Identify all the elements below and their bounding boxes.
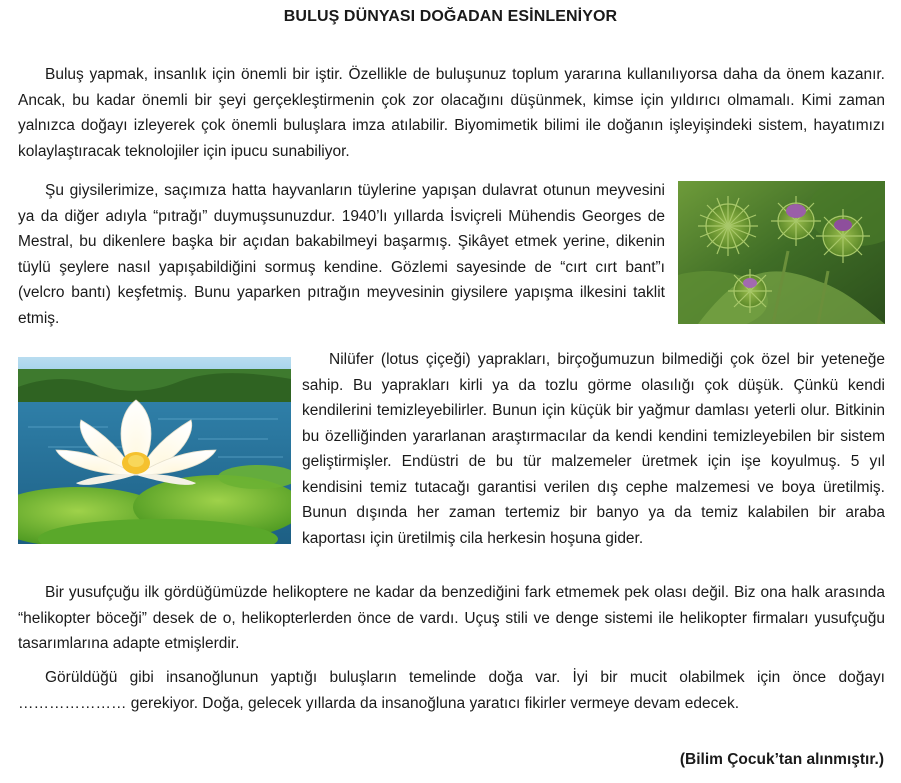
paragraph-burdock: Şu giysilerimize, saçımıza hatta hayvanların tüylerine yapışan dulavrat otunun meyvesini ya da diğer adıyla “pıtrağı” duymuşsunuzdur. 1940’lı yıllarda İsviçreli Mühendis Georges de Mestral, bu dikenlere başka bir açıdan bakabilmeyi başarmış. Şikâyet etmek yerine, dikenin tüylü şeylere nasıl yapışabildiğini sormuş kendine. Gözlemi sayesinde de “cırt cırt bant”ı (velcro bantı) keşfetmiş. Bunu yaparken pıtrağın meyvesinin giysilere yapışma ilkesini taklit etmiş. (18, 182, 665, 327)
source-credit: (Bilim Çocuk’tan alınmıştır.) (679, 751, 884, 768)
paragraph-lotus: Nilüfer (lotus çiçeği) yaprakları, birçoğumuzun bilmediği çok özel bir yeteneğe sahip. Bu yaprakları kirli ya da tozlu görme olasılığı çok düşük. Çünkü kendi kendilerini temizleyebilirler. Bunun için küçük bir yağmur damlası yeterli olur. Bitkinin bu özelliğinden yararlanan araştırmacılar da kendi kendini temizleyebilen bir sistem geliştirmişler. Endüstri de bu tür malzemeler üretmek için işe koyulmuş. 5 yıl kendisini temiz tutacağı garantisi verilen dış cephe malzemesi ve boya üretilmiş. Bunun dışında her zaman tertemiz bir banyo ya da temiz kalabilen bir araba kaportası için üretilmiş cila herkesin hoşuna gider. (302, 351, 885, 547)
burdock-photo (678, 181, 885, 324)
burdock-illustration (678, 181, 885, 324)
page-title: BULUŞ DÜNYASI DOĞADAN ESİNLENİYOR (283, 8, 618, 25)
paragraph-dragonfly: Bir yusufçuğu ilk gördüğümüzde helikoptere ne kadar da benzediğini fark etmemek pek olası değil. Biz ona halk arasında “helikopter böceği” desek de o, helikopterlerden önce de vardı. Uçuş stili ve denge sistemi ile helikopter firmaları yusufçuğu tasarımlarına adapte etmişlerdir. (18, 584, 885, 652)
lotus-illustration (18, 357, 291, 544)
paragraph-intro: Buluş yapmak, insanlık için önemli bir iştir. Özellikle de buluşunuz toplum yararına kullanılıyorsa daha da önem kazanır. Ancak, bu kadar önemli bir şeyi gerçekleştirmenin çok zor olacağını düşünmek, kimse için yıldırıcı olmamalı. Kimi zaman yalnızca doğayı izleyerek çok önemli buluşlara imza atılabilir. Biyomimetik bilimi ile doğanın işleyişindeki sistem, hayatımızı kolaylaştıracak teknolojiler için ipucu sunabiliyor. (18, 66, 885, 160)
paragraph-conclusion: Görüldüğü gibi insanoğlunun yaptığı buluşların temelinde doğa var. İyi bir mucit olabilmek için önce doğayı ………………… gerekiyor. Doğa, gelecek yıllarda da insanoğluna yaratıcı fikirler vermeye devam edecek. (18, 669, 885, 712)
lotus-photo (18, 357, 291, 544)
